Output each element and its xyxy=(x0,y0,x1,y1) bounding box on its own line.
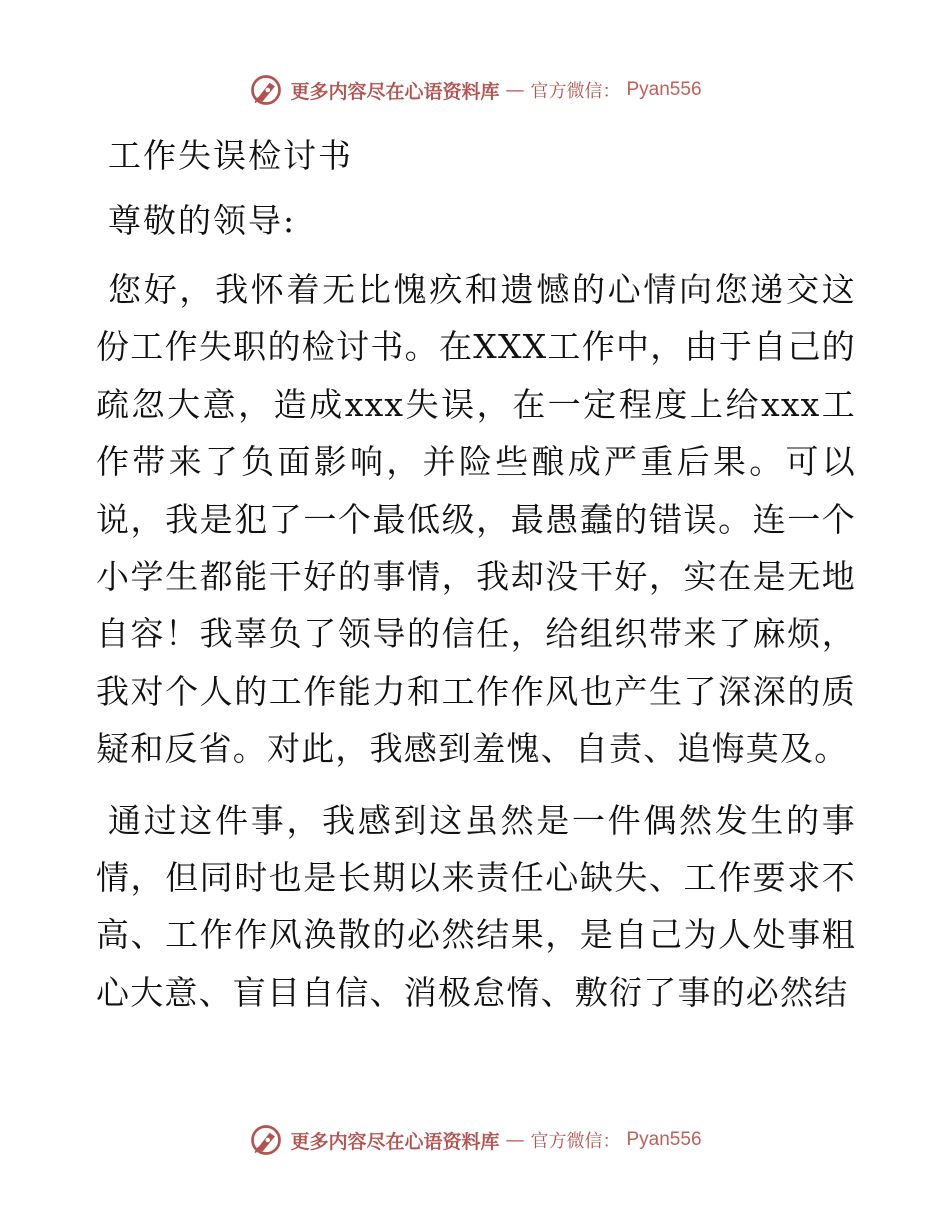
document-body xyxy=(96,118,856,1021)
banner-text: 更多内容尽在心语资料库 xyxy=(290,80,500,103)
document-title: 工作失误检讨书 xyxy=(108,136,353,175)
paragraph-2: 通过这件事，我感到这虽然是一件偶然发生的事情，但同时也是长期以来责任心缺失、工作要求不高、工作作风涣散的必然结果，是自己为人处事粗心大意、盲目自信、消极怠惰、敷衍了事的必然结 xyxy=(96,800,856,1012)
header-banner xyxy=(0,70,950,110)
footer-banner-text: 更多内容尽在心语资料库 xyxy=(290,1130,500,1153)
footer-banner-wechat-label: 官方微信： xyxy=(530,1131,621,1152)
banner-dash: — xyxy=(505,79,525,101)
banner-wechat-label: 官方微信： xyxy=(530,81,621,102)
banner-wechat-id: Pyan556 xyxy=(626,79,702,100)
footer-banner xyxy=(0,1120,950,1160)
footer-banner-wechat-id: Pyan556 xyxy=(626,1129,702,1150)
paragraph-1: 您好，我怀着无比愧疚和遗憾的心情向您递交这份工作失职的检讨书。在XXX工作中，由于自己的疏忽大意，造成xxx失误，在一定程度上给xxx工作带来了负面影响，并险些酿成严重后果。可以说，我是犯了一个最低级，最愚蠢的错误。连一个小学生都能干好的事情，我却没干好，实在是无地自容！我辜负了领导的信任，给组织带来了麻烦，我对个人的工作能力和工作作风也产生了深深的质疑和反省。对此，我感到羞愧、自责、追悔莫及。 xyxy=(96,270,856,769)
pen-nib-logo-icon xyxy=(248,72,284,108)
pen-nib-logo-icon xyxy=(248,1122,284,1158)
footer-banner-dash: — xyxy=(505,1129,525,1151)
greeting: 尊敬的领导: xyxy=(108,201,297,240)
